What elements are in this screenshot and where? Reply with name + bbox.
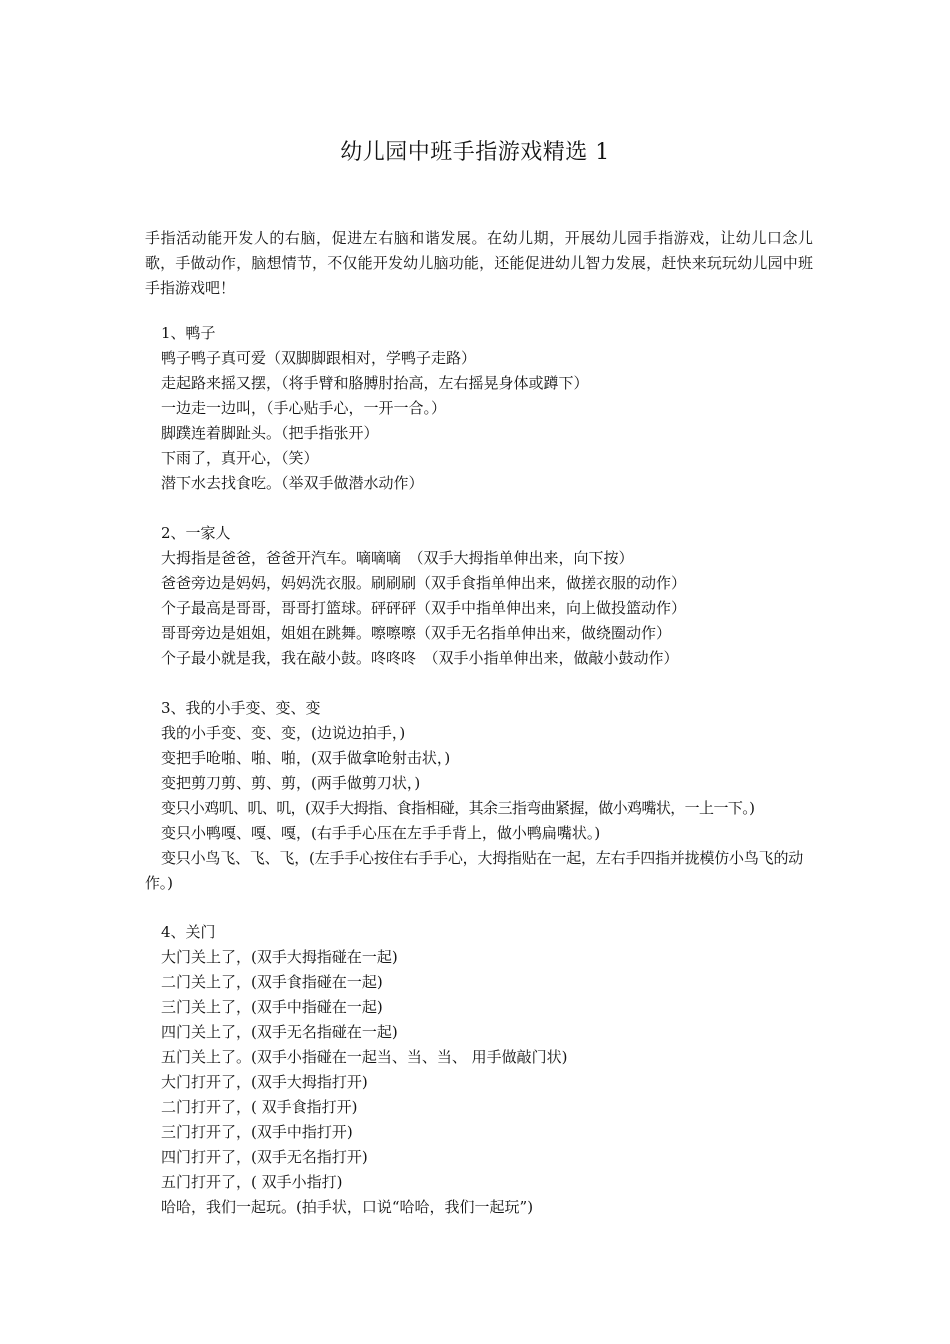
section-little-hands xyxy=(145,696,813,896)
rhyme-line: 五门打开了，( 双手小指打) xyxy=(161,1173,343,1191)
section-ducks xyxy=(145,321,813,496)
rhyme-line: 大门关上了，(双手大拇指碰在一起) xyxy=(161,948,398,966)
rhyme-line: 二门关上了，(双手食指碰在一起) xyxy=(161,973,383,991)
rhyme-line: 爸爸旁边是妈妈，妈妈洗衣服。刷刷刷（双手食指单伸出来，做搓衣服的动作） xyxy=(161,574,687,592)
rhyme-line: 哥哥旁边是姐姐，姐姐在跳舞。嚓嚓嚓（双手无名指单伸出来，做绕圈动作） xyxy=(161,624,672,642)
rhyme-line: 脚蹼连着脚趾头。（把手指张开） xyxy=(161,424,379,442)
rhyme-line: 变把手呛啪、啪、啪，(双手做拿呛射击状，) xyxy=(161,749,451,767)
section-heading: 2、一家人 xyxy=(161,524,231,542)
rhyme-line: 下雨了，真开心，（笑） xyxy=(161,449,319,467)
rhyme-line: 潜下水去找食吃。（举双手做潜水动作） xyxy=(161,474,424,492)
rhyme-line: 大拇指是爸爸，爸爸开汽车。嘀嘀嘀 （双手大拇指单伸出来，向下按） xyxy=(161,549,634,567)
intro-paragraph: 手指活动能开发人的右脑，促进左右脑和谐发展。在幼儿期，开展幼儿园手指游戏，让幼儿口念儿歌，手做动作，脑想情节，不仅能开发幼儿脑功能，还能促进幼儿智力发展，赶快来玩玩幼儿园中班手指游戏吧！ xyxy=(145,229,813,297)
section-heading: 1、鸭子 xyxy=(161,324,216,342)
rhyme-line: 鸭子鸭子真可爱（双脚脚跟相对，学鸭子走路） xyxy=(161,349,477,367)
section-heading: 3、我的小手变、变、变 xyxy=(161,699,321,717)
rhyme-line: 一边走一边叫，（手心贴手心，一开一合。） xyxy=(161,399,447,417)
rhyme-line: 哈哈，我们一起玩。(拍手状，口说“哈哈，我们一起玩”) xyxy=(161,1198,534,1216)
rhyme-line: 变只小鸟飞、飞、飞，(左手手心按住右手手心，大拇指贴在一起，左右手四指并拢模仿小鸟飞的动作。) xyxy=(145,849,804,892)
rhyme-line: 四门关上了，(双手无名指碰在一起) xyxy=(161,1023,398,1041)
rhyme-line: 变把剪刀剪、剪、剪，(两手做剪刀状，) xyxy=(161,774,421,792)
document-title: 幼儿园中班手指游戏精选 1 xyxy=(340,140,610,165)
rhyme-line: 个子最小就是我，我在敲小鼓。咚咚咚 （双手小指单伸出来，做敲小鼓动作） xyxy=(161,649,679,667)
rhyme-line: 我的小手变、变、变，(边说边拍手，) xyxy=(161,724,406,742)
section-close-door xyxy=(145,920,813,1220)
section-heading: 4、关门 xyxy=(161,923,216,941)
rhyme-line: 走起路来摇又摆，（将手臂和胳膊肘抬高，左右摇晃身体或蹲下） xyxy=(161,374,589,392)
rhyme-line: 五门关上了。(双手小指碰在一起当、当、当、 用手做敲门状) xyxy=(161,1048,568,1066)
rhyme-line: 三门打开了，(双手中指打开) xyxy=(161,1123,353,1141)
rhyme-line: 大门打开了，(双手大拇指打开) xyxy=(161,1073,368,1091)
rhyme-line: 四门打开了，(双手无名指打开) xyxy=(161,1148,368,1166)
rhyme-line: 变只小鸭嘎、嘎、嘎，(右手手心压在左手手背上，做小鸭扁嘴状。) xyxy=(161,824,601,842)
section-family xyxy=(145,521,813,671)
rhyme-line: 个子最高是哥哥，哥哥打篮球。砰砰砰（双手中指单伸出来，向上做投篮动作） xyxy=(161,599,687,617)
rhyme-line: 三门关上了，(双手中指碰在一起) xyxy=(161,998,383,1016)
rhyme-line: 二门打开了，( 双手食指打开) xyxy=(161,1098,358,1116)
rhyme-line: 变只小鸡叽、叽、叽，(双手大拇指、食指相碰，其余三指弯曲紧握，做小鸡嘴状，一上一下。) xyxy=(161,799,755,817)
